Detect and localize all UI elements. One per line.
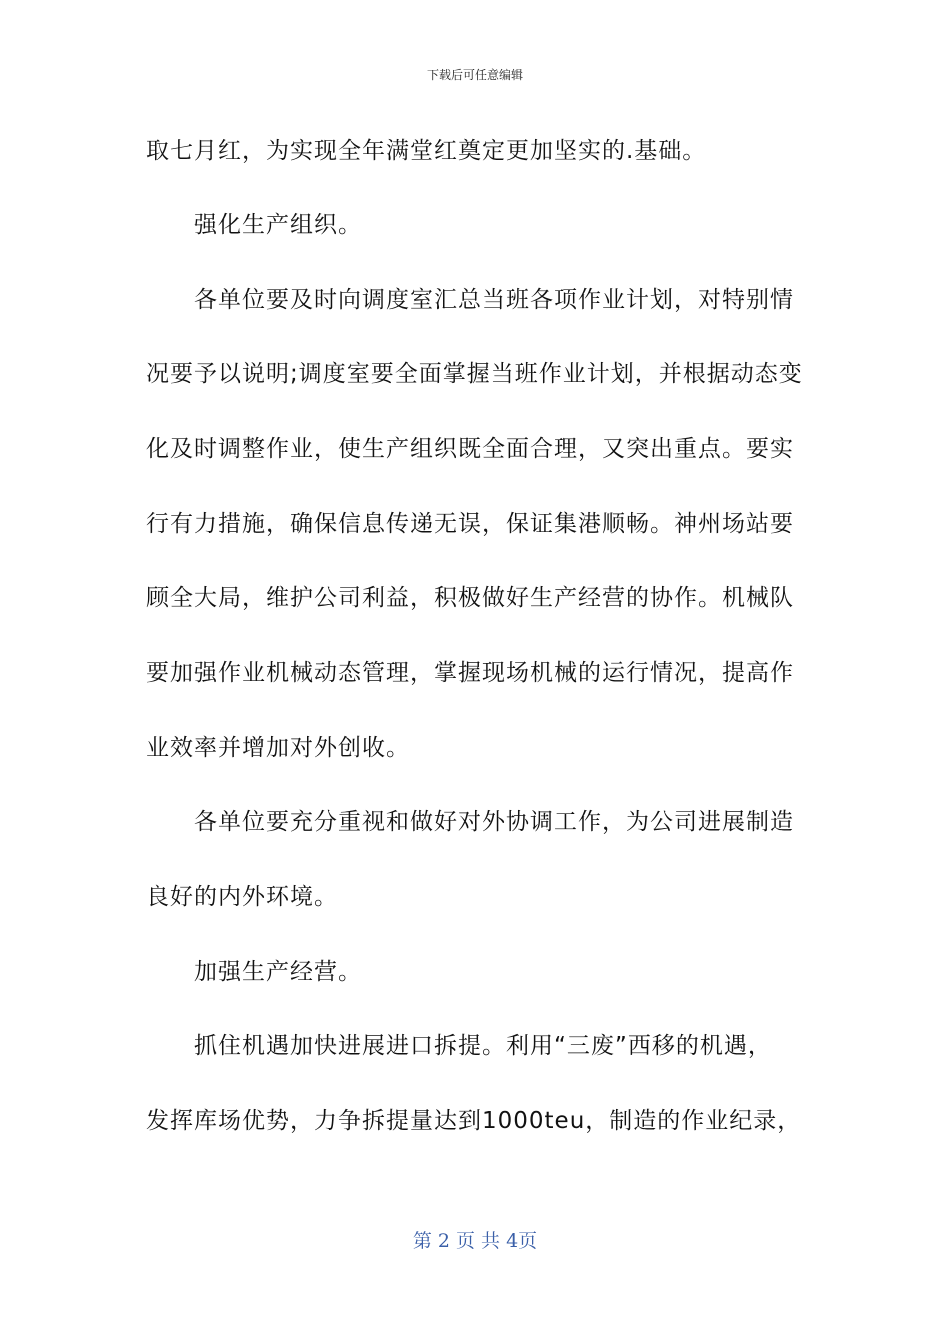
paragraph-3-line-7: 业效率并增加对外创收。 [146,735,410,761]
paragraph-2-line-1: 强化生产组织。 [194,212,362,238]
paragraph-4-line-2: 良好的内外环境。 [146,884,338,910]
paragraph-3-line-4: 行有力措施，确保信息传递无误，保证集港顺畅。神州场站要 [146,511,794,537]
paragraph-3-line-5: 顾全大局，维护公司利益，积极做好生产经营的协作。机械队 [146,585,794,611]
paragraph-4-line-1: 各单位要充分重视和做好对外协调工作，为公司进展制造 [194,809,794,835]
page-header: 下载后可任意编辑 [426,68,523,82]
paragraph-5-line-1: 加强生产经营。 [194,959,362,985]
paragraph-3-line-3: 化及时调整作业，使生产组织既全面合理，又突出重点。要实 [146,436,794,462]
paragraph-6-line-1: 抓住机遇加快进展进口拆提。利用“三废”西移的机遇， [194,1033,772,1059]
paragraph-6-line-2: 发挥库场优势，力争拆提量达到1000teu，制造的作业纪录， [146,1108,802,1134]
paragraph-3-line-1: 各单位要及时向调度室汇总当班各项作业计划，对特别情 [194,287,794,313]
page-number-footer: 第 2 页 共 4页 [412,1230,538,1252]
paragraph-3-line-6: 要加强作业机械动态管理，掌握现场机械的运行情况，提高作 [146,660,794,686]
paragraph-3-line-2: 况要予以说明;调度室要全面掌握当班作业计划，并根据动态变 [146,361,803,387]
paragraph-1-line-1: 取七月红，为实现全年满堂红奠定更加坚实的.基础。 [146,138,707,164]
